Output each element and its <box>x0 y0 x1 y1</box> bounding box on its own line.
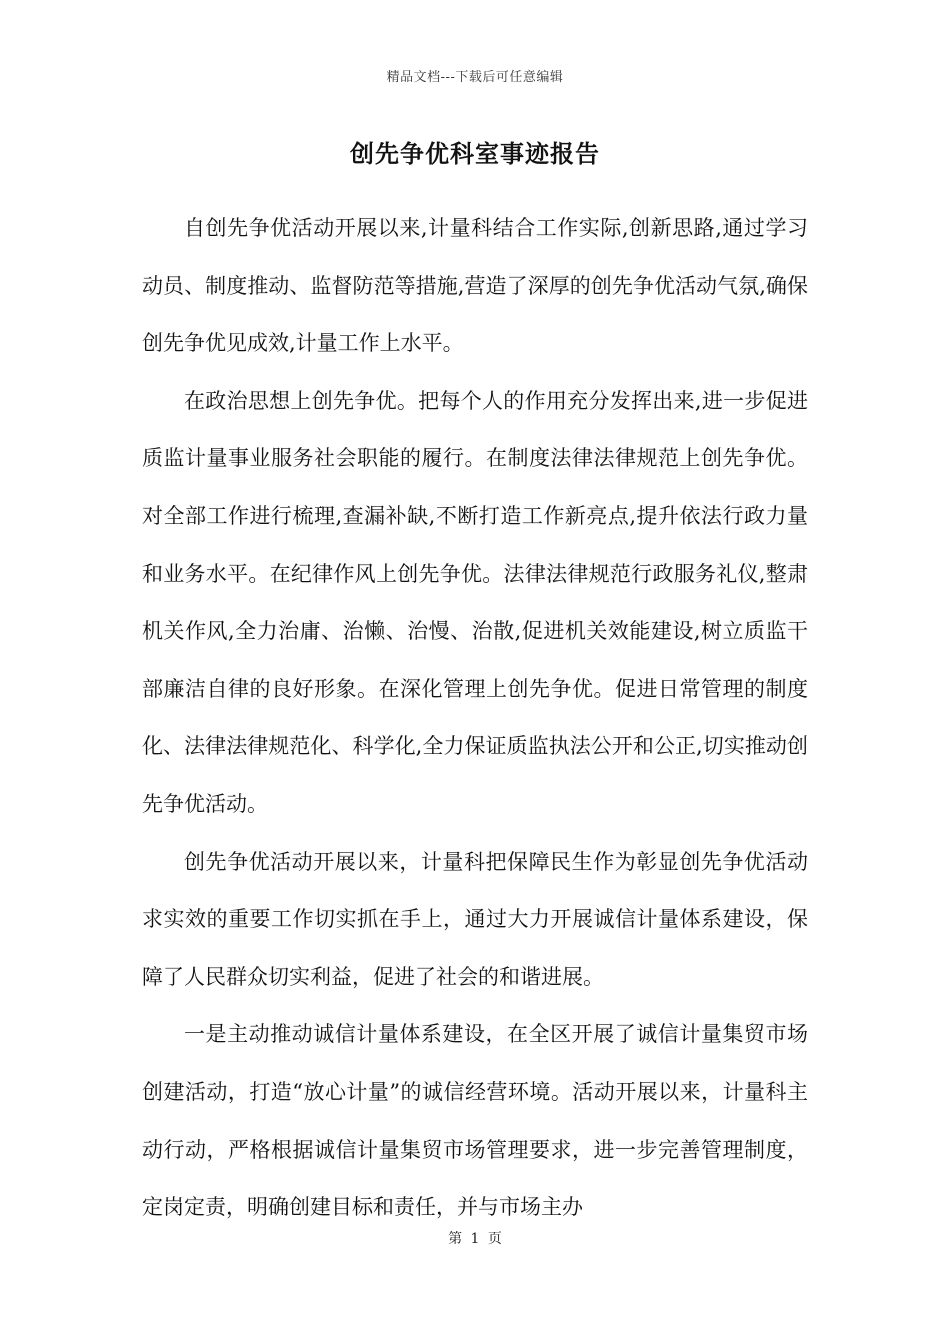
page-number: 第 1 页 <box>448 1231 502 1247</box>
document-body <box>142 200 808 1237</box>
header-note: 精品文档---下载后可任意编辑 <box>386 70 564 85</box>
document-title: 创先争优科室事迹报告 <box>350 139 600 168</box>
paragraph-4: 一是主动推动诚信计量体系建设，在全区开展了诚信计量集贸市场创建活动，打造“放心计量”的诚信经营环境。活动开展以来，计量科主动行动，严格根据诚信计量集贸市场管理要求，进一步完善管理制度，定岗定责，明确创建目标和责任，并与市场主办 <box>142 1022 808 1220</box>
paragraph-2: 在政治思想上创先争优。把每个人的作用充分发挥出来,进一步促进质监计量事业服务社会职能的履行。在制度法律法律规范上创先争优。对全部工作进行梳理,查漏补缺,不断打造工作新亮点,提升依法行政力量和业务水平。在纪律作风上创先争优。法律法律规范行政服务礼仪,整肃机关作风,全力治庸、治懒、治慢、治散,促进机关效能建设,树立质监干部廉洁自律的良好形象。在深化管理上创先争优。促进日常管理的制度化、法律法律规范化、科学化,全力保证质监执法公开和公正,切实推动创先争优活动。 <box>142 388 808 816</box>
paragraph-1: 自创先争优活动开展以来,计量科结合工作实际,创新思路,通过学习动员、制度推动、监督防范等措施,营造了深厚的创先争优活动气氛,确保创先争优见成效,计量工作上水平。 <box>142 216 808 356</box>
paragraph-3: 创先争优活动开展以来，计量科把保障民生作为彰显创先争优活动求实效的重要工作切实抓在手上，通过大力开展诚信计量体系建设，保障了人民群众切实利益，促进了社会的和谐进展。 <box>142 849 808 989</box>
